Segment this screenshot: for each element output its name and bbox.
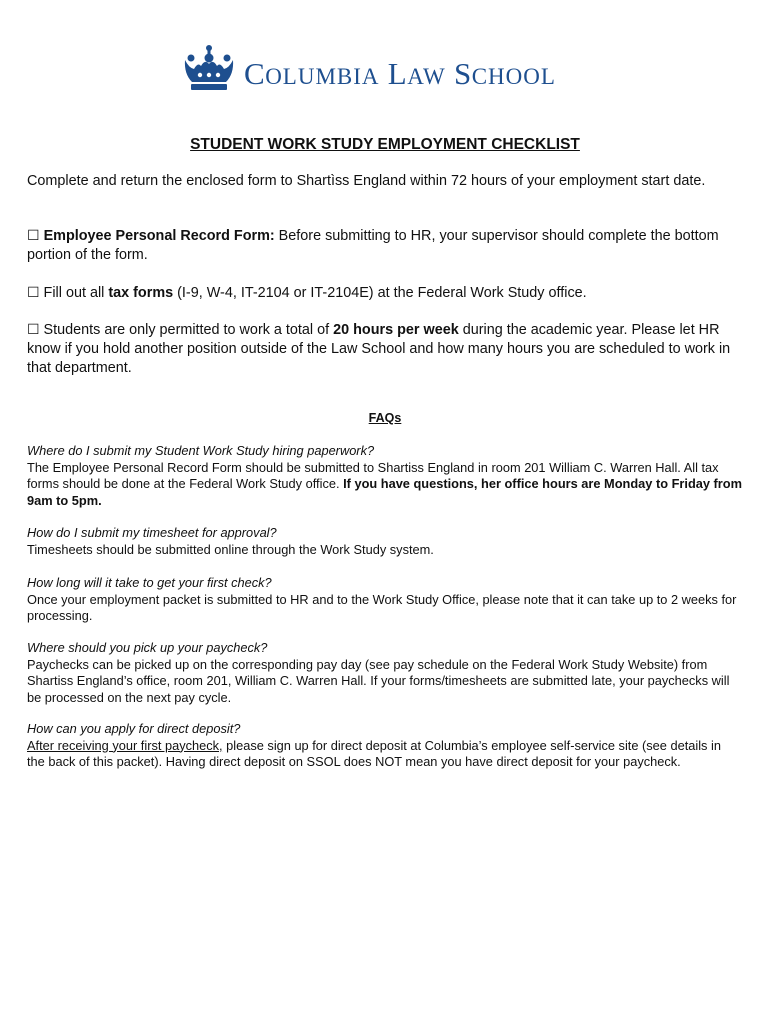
faq-question: How do I submit my timesheet for approval? [27, 525, 277, 540]
checkbox-icon: ☐ [27, 284, 40, 300]
item-bold: Employee Personal Record Form: [43, 228, 275, 244]
item-bold: tax forms [108, 285, 174, 301]
faq-item [27, 443, 742, 509]
faq-answer: After receiving your first paycheck, please sign up for direct deposit at Columbia’s employee self-service site (see details in the back of this packet). Having direct deposit on SSOL does NOT mean you have direct deposit for your paycheck. [27, 737, 721, 769]
faq-question: How can you apply for direct deposit? [27, 721, 241, 736]
checkbox-icon: ☐ [27, 227, 40, 243]
checkbox-icon: ☐ [27, 321, 40, 337]
item-text: during the academic year. Please let HR know if you hold another position outside of the Law School and how many hours you are scheduled to work in that department. [27, 322, 731, 376]
checklist-item: ☐ Fill out all tax forms (I-9, W-4, IT-2104 or IT-2104E) at the Federal Work Study office. [27, 284, 587, 301]
faq-question: Where should you pick up your paycheck? [27, 640, 268, 655]
item-text: Before submitting to HR, your supervisor should complete the bottom portion of the form. [27, 228, 719, 263]
faq-answer: The Employee Personal Record Form should be submitted to Shartiss England in room 201 William C. Warren Hall. All tax forms should be done at the Federal Work Study office. If you have questions, her office hours are Monday to Friday from 9am to 5pm. [27, 459, 742, 508]
checklist-item: ☐ Students are only permitted to work a total of 20 hours per week during the academic year. Please let HR know if you hold another position outside of the Law School and how many hours you are scheduled to work in that department. [27, 321, 731, 376]
faq-question: Where do I submit my Student Work Study hiring paperwork? [27, 443, 375, 458]
item-text: (I-9, W-4, IT-2104 or IT-2104E) at the Federal Work Study office. [173, 285, 587, 301]
faq-item [27, 721, 742, 771]
faq-answer: Once your employment packet is submitted to HR and to the Work Study Office, please note that it can take up to 2 weeks for processing. [27, 591, 737, 623]
page-title: STUDENT WORK STUDY EMPLOYMENT CHECKLIST [190, 136, 580, 153]
header [182, 44, 602, 96]
faq-item [27, 525, 742, 558]
item-bold: 20 hours per week [333, 322, 459, 338]
checklist-item [27, 226, 747, 265]
faq-item [27, 575, 742, 625]
faq-item [27, 640, 742, 706]
school-name: COLUMBIA LAW SCHOOL [244, 56, 556, 91]
faq-question: How long will it take to get your first check? [27, 575, 272, 590]
faq-answer: Timesheets should be submitted online through the Work Study system. [27, 541, 434, 557]
crown-logo-icon [182, 44, 236, 92]
faq-answer: Paychecks can be picked up on the corresponding pay day (see pay schedule on the Federal Work Study Website) from Shartiss England’s office, room 201, William C. Warren Hall. If your forms/timesheets are submitted late, your paychecks will be processed on the next pay cycle. [27, 656, 730, 705]
faqs-heading: FAQs [368, 411, 402, 425]
intro-text: Complete and return the enclosed form to Shartìss England within 72 hours of your employment start date. [27, 173, 706, 189]
